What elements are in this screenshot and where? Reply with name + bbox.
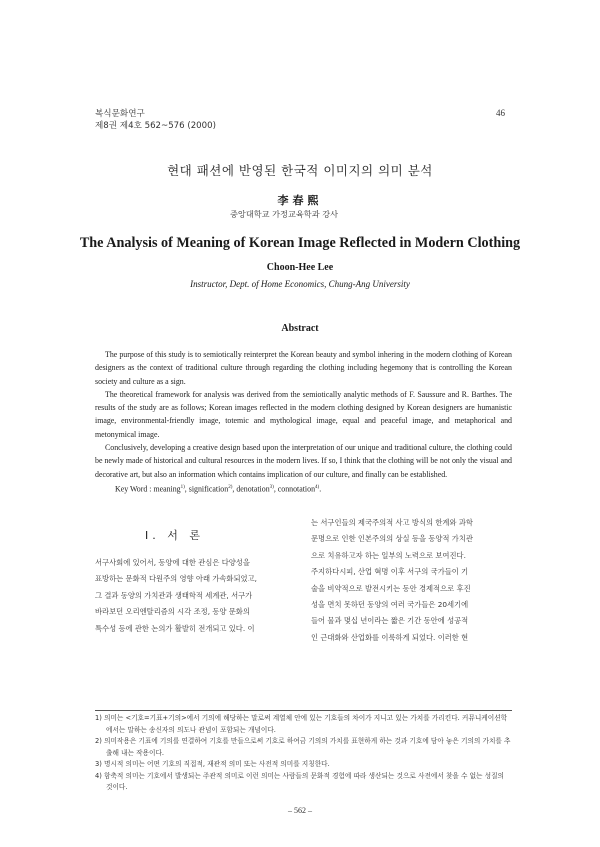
footnote-item: 3) 명시적 의미는 어떤 기호의 직접적, 재관적 의미 또는 사전적 의미를 지칭한다.	[95, 760, 330, 768]
footnote-item: 4) 함축적 의미는 기호에서 발생되는 주관적 의미로 이런 의미는 사람들의 문화적 경험에 따라 생산되는 것으로 사전에서 찾을 수 없는 성질의 것이다.	[95, 771, 505, 791]
keyword: meaning	[153, 484, 181, 494]
keyword: denotation	[236, 484, 270, 494]
body-line: 술을 비약적으로 발전시키는 동안 경제적으로 후진	[311, 583, 471, 593]
body-line: 서구사회에 있어서, 동양에 대한 관심은 다양성을	[95, 558, 250, 567]
body-line: 인 근대화와 산업화를 이룩하게 되었다. 이러한 현	[311, 632, 469, 642]
keywords-label: Key Word :	[115, 484, 154, 494]
body-line: 그 결과 동양의 가치관과 생태학적 세계관, 서구가	[95, 590, 253, 600]
body-line: 바라보던 오리엔탈리즘의 시각 조정, 동양 문화의	[95, 607, 250, 617]
body-line: 성을 면치 못하던 동양의 여러 국가들은 20세기에	[311, 600, 469, 610]
abstract-paragraph: Conclusively, developing a creative design based upon the interpretation of our unique and traditional culture, the clothing could be newly made of historical and cultural resources in the modern lives. If so, I think that the clothing will be not only the visual and decorative art, but also an information which contains implication of our culture, and finally can be established.	[95, 443, 512, 479]
footnote-item: 2) 의미작용은 기표에 기의를 연결하여 기호를 만들으로써 기호로 하여금 기의의 가치를 표현하게 하는 것과 기호에 담아 놓은 기의의 가치를 추출해 내는 작용이다.	[95, 737, 511, 757]
body-line: 으로 치유하고자 하는 일부의 노력으로 보여진다.	[311, 550, 466, 560]
english-title: The Analysis of Meaning of Korean Image Reflected in Modern Clothing	[79, 235, 521, 251]
body-line: 는 서구인들의 제국주의적 사고 방식의 한계와 과학	[311, 518, 473, 527]
keyword-footnote-ref: 2)	[228, 484, 233, 490]
footnote-item: 1) 의미는 <기호=기표+기의>에서 기의에 해당하는 말로써 계열체 안에 있는 기호들의 차이가 지니고 있는 가치를 가리킨다. 커뮤니케이션학에서는 말하는 송신자의 의도나 관념이 포함되는 개념이다.	[95, 714, 508, 734]
keyword-footnote-ref: 4)	[315, 484, 320, 490]
keyword: signification	[188, 484, 229, 494]
top-page-number: 46	[496, 108, 505, 118]
english-author: Choon-Hee Lee	[266, 262, 334, 273]
body-column-right	[311, 515, 512, 646]
keyword-footnote-ref: 3)	[269, 484, 274, 490]
body-line: 들어 물과 몇십 년이라는 짧은 기간 동안에 성공적	[311, 616, 469, 626]
page-footer-number: – 562 –	[288, 806, 312, 815]
footnote-divider	[95, 710, 512, 711]
keywords-line: Key Word : meaning$^{1)}$, signification$^{2)}$, denotation$^{3)}$, connotation$^{4)}$.	[115, 484, 322, 494]
abstract-paragraph: The purpose of this study is to semiotically reinterpret the Korean beauty and symbol inhering in the modern clothing of Korean designers as the context of traditional culture through regarding the clothing including hegemony that is controlling the Korean society and culture as a sign.	[95, 350, 512, 386]
body-line: 표방하는 문화적 다원주의 영향 아래 가속화되었고,	[95, 574, 257, 584]
abstract-body	[95, 348, 512, 496]
english-affiliation: Instructor, Dept. of Home Economics, Chung-Ang University	[190, 279, 410, 289]
abstract-heading: Abstract	[281, 323, 319, 334]
abstract-paragraph: The theoretical framework for analysis was derived from the semiotically analytic methods of F. Saussure and R. Barthes. The results of the study are as follows; Korean images reflected in the modern clothing designed by Korean designers are humanistic image, environmental-friendly image, totemic and mythological image, equal and peaceful image, and metaphorical and metonymical image.	[95, 389, 512, 439]
section-heading-introduction: Ⅰ. 서 론	[145, 529, 204, 542]
korean-affiliation: 중앙대학교 가정교육학과 강사	[230, 209, 339, 219]
korean-title: 현대 패션에 반영된 한국적 이미지의 의미 분석	[167, 163, 433, 178]
body-line: 주지하다시피, 산업 혁명 이후 서구의 국가들이 기	[311, 567, 469, 577]
journal-header	[95, 108, 216, 132]
journal-volume-info: 제8권 제4호 562~576 (2000)	[95, 121, 216, 131]
footnotes	[95, 713, 512, 794]
body-line: 특수성 등에 관한 논의가 활발히 전개되고 있다. 이	[95, 623, 255, 633]
keyword: connotation	[277, 484, 316, 494]
body-column-left	[95, 555, 292, 637]
korean-author: 李春熙	[277, 194, 323, 207]
body-line: 문명으로 인한 인본주의의 상실 등을 동양적 가치관	[311, 534, 473, 544]
journal-name: 복식문화연구	[95, 109, 145, 119]
keyword-footnote-ref: 1)	[180, 484, 185, 490]
